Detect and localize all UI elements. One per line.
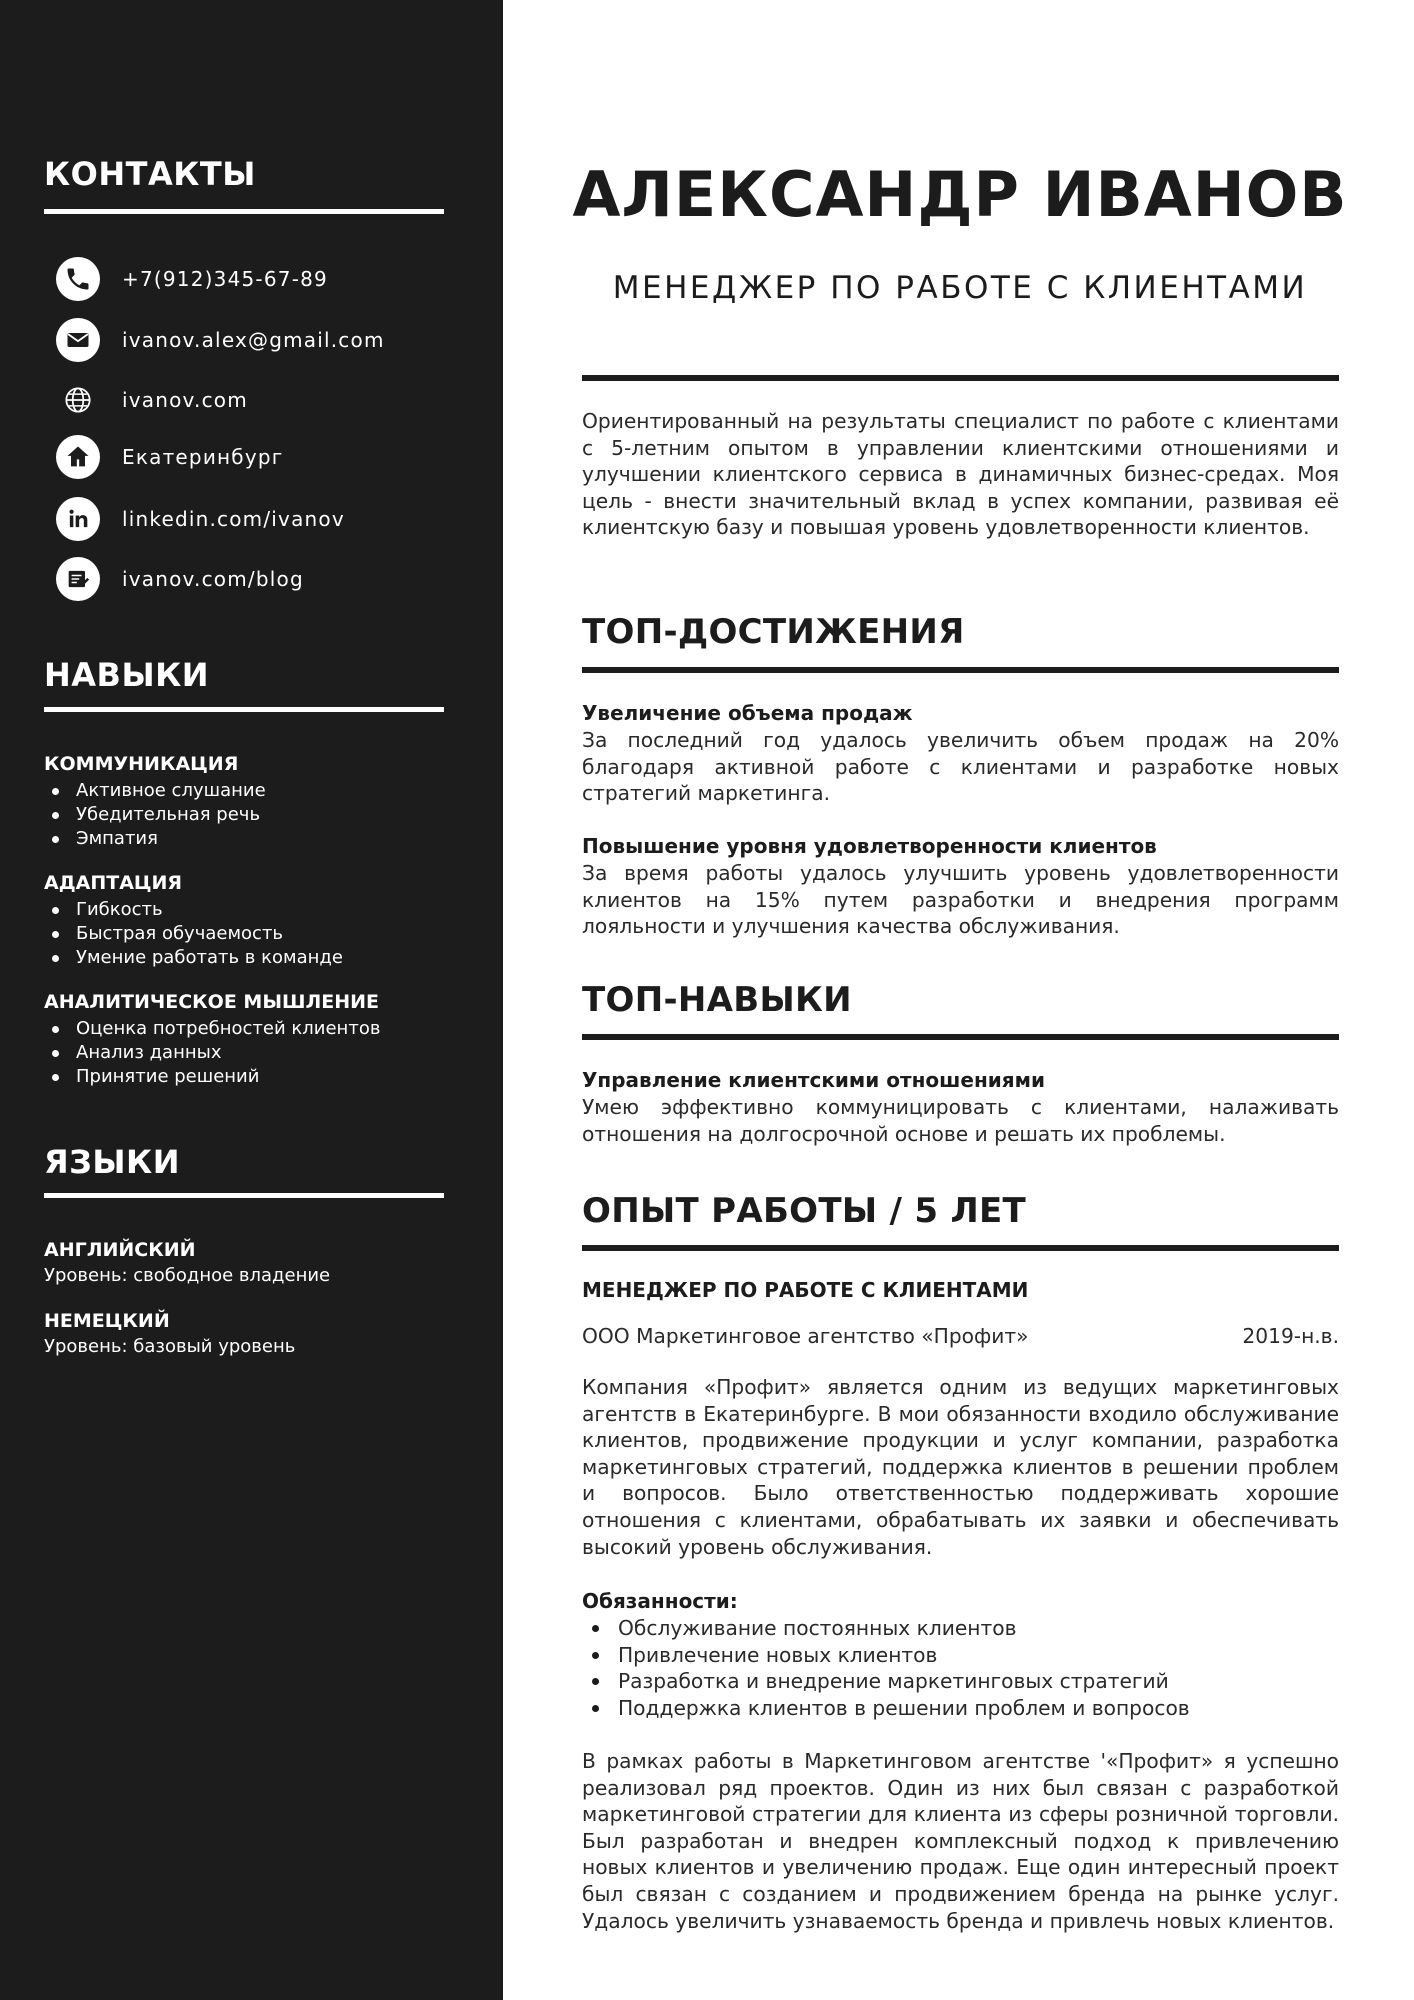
skill-group-adaptation bbox=[44, 872, 474, 970]
topskill-title: Управление клиентскими отношениями bbox=[582, 1068, 1045, 1092]
achievements-heading: ТОП-ДОСТИЖЕНИЯ bbox=[582, 612, 965, 652]
languages-divider bbox=[44, 1193, 444, 1198]
contact-linkedin[interactable] bbox=[56, 496, 345, 542]
skill-list bbox=[44, 1017, 474, 1089]
blog-icon bbox=[56, 557, 100, 601]
job-period: 2019-н.в. bbox=[1242, 1324, 1339, 1348]
list-item: Умение работать в команде bbox=[44, 946, 474, 970]
language-level: Уровень: свободное владение bbox=[44, 1265, 331, 1286]
skill-list bbox=[44, 898, 474, 970]
contact-email[interactable] bbox=[56, 317, 385, 363]
contact-text: ivanov.com bbox=[122, 388, 248, 412]
languages-heading: ЯЗЫКИ bbox=[44, 1143, 180, 1181]
achievement-text: За последний год удалось увеличить объем продаж на 20% благодаря активной работе с клиентами и разработке новых стратегий маркетинга. bbox=[582, 728, 1339, 806]
list-item: Активное слушание bbox=[44, 779, 474, 803]
list-item: Гибкость bbox=[44, 898, 474, 922]
skill-group-title: АДАПТАЦИЯ bbox=[44, 872, 183, 894]
list-item: Принятие решений bbox=[44, 1065, 474, 1089]
list-item: Привлечение новых клиентов bbox=[582, 1642, 1339, 1669]
candidate-role: МЕНЕДЖЕР ПО РАБОТЕ С КЛИЕНТАМИ bbox=[612, 270, 1308, 306]
contact-text: Екатеринбург bbox=[122, 445, 284, 469]
contact-blog[interactable] bbox=[56, 556, 304, 602]
achievement-title: Повышение уровня удовлетворенности клиентов bbox=[582, 834, 1157, 858]
skill-group-title: КОММУНИКАЦИЯ bbox=[44, 753, 239, 775]
job-projects: В рамках работы в Маркетинговом агентстве '«Профит» я успешно реализовал ряд проектов. Один из них был связан с разработкой маркетинговой стратегии для клиента из сферы розничной торговли. Был разработан и внедрен комплексный подход к привлечению новых клиентов и увеличению продаж. Еще один интересный проект был связан с созданием и продвижением бренда на рынке услуг. Удалось увеличить узнаваемость бренда и привлечь новых клиентов. bbox=[582, 1749, 1339, 1933]
topskills-divider bbox=[582, 1034, 1339, 1040]
phone-icon bbox=[56, 257, 100, 301]
job-company-line bbox=[582, 1324, 1339, 1348]
achievement-text: За время работы удалось улучшить уровень удовлетворенности клиентов на 15% путем разработки и внедрения программ лояльности и улучшения качества обслуживания. bbox=[582, 861, 1339, 939]
list-item: Обслуживание постоянных клиентов bbox=[582, 1615, 1339, 1642]
skill-group-communication bbox=[44, 753, 474, 851]
language-level: Уровень: базовый уровень bbox=[44, 1336, 296, 1357]
language-german bbox=[44, 1310, 295, 1357]
sidebar bbox=[0, 0, 503, 2000]
list-item: Разработка и внедрение маркетинговых стратегий bbox=[582, 1668, 1339, 1695]
duties-heading: Обязанности: bbox=[582, 1589, 738, 1613]
achievements-divider bbox=[582, 667, 1339, 673]
experience-divider bbox=[582, 1245, 1339, 1251]
duties-list bbox=[582, 1615, 1339, 1721]
job-description: Компания «Профит» является одним из ведущих маркетинговых агентств в Екатеринбурге. В мои обязанности входило обслуживание клиентов, продвижение продукции и услуг компании, разработка маркетинговых стратегий, поддержка клиентов в решении проблем и вопросов. Было ответственностью поддерживать хорошие отношения с клиентами, обрабатывать их заявки и обеспечивать высокий уровень обслуживания. bbox=[582, 1375, 1339, 1559]
language-english bbox=[44, 1239, 330, 1286]
contacts-heading: КОНТАКТЫ bbox=[44, 155, 256, 193]
skills-heading: НАВЫКИ bbox=[44, 656, 210, 694]
globe-icon bbox=[56, 378, 100, 422]
topskill-text: Умею эффективно коммуницировать с клиентами, налаживать отношения на долгосрочной основе и решать их проблемы. bbox=[582, 1095, 1339, 1146]
job-title: МЕНЕДЖЕР ПО РАБОТЕ С КЛИЕНТАМИ bbox=[582, 1278, 1029, 1302]
contact-text: +7(912)345-67-89 bbox=[122, 267, 328, 291]
home-icon bbox=[56, 435, 100, 479]
list-item: Оценка потребностей клиентов bbox=[44, 1017, 474, 1041]
contact-city bbox=[56, 434, 283, 480]
list-item: Поддержка клиентов в решении проблем и вопросов bbox=[582, 1695, 1339, 1722]
contact-text: ivanov.alex@gmail.com bbox=[122, 328, 385, 352]
language-name: НЕМЕЦКИЙ bbox=[44, 1310, 170, 1332]
skills-divider bbox=[44, 707, 444, 712]
experience-heading: ОПЫТ РАБОТЫ / 5 ЛЕТ bbox=[582, 1191, 1027, 1231]
list-item: Анализ данных bbox=[44, 1041, 474, 1065]
topskills-heading: ТОП-НАВЫКИ bbox=[582, 980, 852, 1020]
job-company: ООО Маркетинговое агентство «Профит» bbox=[582, 1324, 1029, 1348]
contact-text: ivanov.com/blog bbox=[122, 567, 304, 591]
list-item: Быстрая обучаемость bbox=[44, 922, 474, 946]
language-name: АНГЛИЙСКИЙ bbox=[44, 1239, 196, 1261]
contact-text: linkedin.com/ivanov bbox=[122, 507, 345, 531]
contact-website[interactable] bbox=[56, 377, 248, 423]
contact-phone[interactable] bbox=[56, 256, 328, 302]
list-item: Убедительная речь bbox=[44, 803, 474, 827]
header-divider bbox=[582, 375, 1339, 381]
linkedin-icon bbox=[56, 497, 100, 541]
skill-group-analytics bbox=[44, 991, 474, 1089]
candidate-name: АЛЕКСАНДР ИВАНОВ bbox=[572, 158, 1348, 231]
mail-icon bbox=[56, 318, 100, 362]
skill-list bbox=[44, 779, 474, 851]
achievement-title: Увеличение объема продаж bbox=[582, 701, 913, 725]
list-item: Эмпатия bbox=[44, 827, 474, 851]
summary-text: Ориентированный на результаты специалист по работе с клиентами с 5-летним опытом в управлении клиентскими отношениями и улучшении клиентского сервиса в динамичных бизнес-средах. Моя цель - внести значительный вклад в успех компании, развивая её клиентскую базу и повышая уровень удовлетворенности клиентов. bbox=[582, 409, 1339, 540]
skill-group-title: АНАЛИТИЧЕСКОЕ МЫШЛЕНИЕ bbox=[44, 991, 380, 1013]
contacts-divider bbox=[44, 209, 444, 214]
